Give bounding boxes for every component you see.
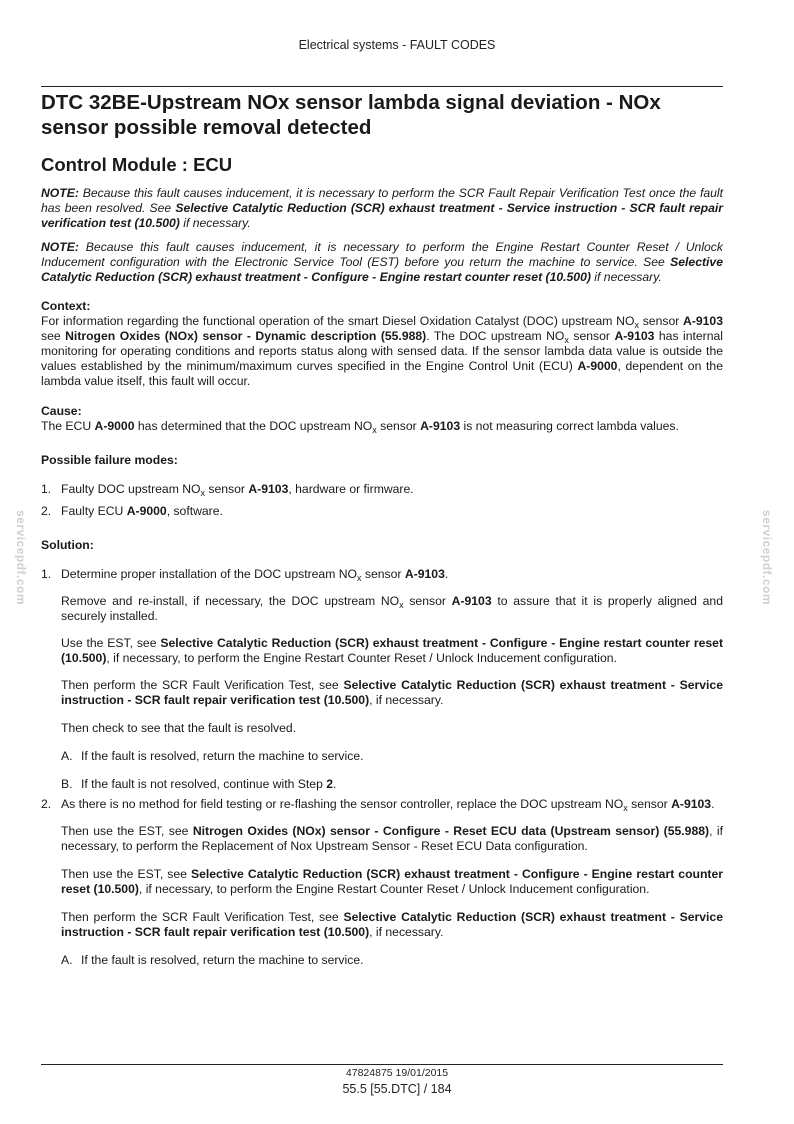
step-1-option-a: A. If the fault is resolved, return the machine to service. [61, 749, 364, 763]
reference-link[interactable]: Selective Catalytic Reduction (SCR) exhaust treatment - Configure - Engine restart counter reset (10.500) [61, 867, 723, 896]
step-1-option-b: B. If the fault is not resolved, continue with Step 2. [61, 777, 337, 791]
note-scr-verification: NOTE: Because this fault causes inducement, it is necessary to perform the SCR Fault Repair Verification Test once the fault has been resolved. See Selective Catalytic Reduction (SCR) exhaust treatment - Service instruction - SCR fault repair verification test (10.500) if necessary. [41, 186, 723, 230]
solution-label: Solution: [41, 538, 94, 552]
footer-page-number: 55.5 [55.DTC] / 184 [342, 1082, 452, 1096]
header-rule [41, 86, 723, 87]
context-text: For information regarding the functional operation of the smart Diesel Oxidation Catalyst (DOC) upstream $NO_x$ sensor A-9103 see Nitrogen Oxides (NOx) sensor - Dynamic description (55.988). The DOC upstream $NO_x$ sensor A-9103 has internal monitoring for operating conditions and reports status along with sensed data. If the sensor lambda data value is outside the values established by the minimum/maximum curves specified in the Engine Control Unit (ECU) A-9000, dependent on the lambda value itself, this fault will occur. [41, 314, 723, 388]
watermark-right: servicepdf.com [760, 510, 774, 606]
step-1-est-reset: Use the EST, see Selective Catalytic Reduction (SCR) exhaust treatment - Configure - Engine restart counter reset (10.500), if necessary, to perform the Engine Restart Counter Reset / Unlock Inducement configuration. [61, 636, 724, 665]
step-1-verification-test: Then perform the SCR Fault Verification Test, see Selective Catalytic Reduction (SCR) exhaust treatment - Service instruction - SCR fault repair verification test (10.500), if necessary. [61, 678, 723, 707]
step-2-est-reset: Then use the EST, see Selective Catalytic Reduction (SCR) exhaust treatment - Configure - Engine restart counter reset (10.500), if necessary, to perform the Engine Restart Counter Reset / Unlock Inducement configuration. [61, 867, 723, 896]
footer-doc-id: 47824875 19/01/2015 [345, 1067, 449, 1079]
step-1-check-resolved: Then check to see that the fault is resolved. [61, 721, 297, 735]
solution-step-2: 2. As there is no method for field testing or re-flashing the sensor controller, replace the DOC upstream $NO_x$ sensor A-9103. [41, 797, 715, 813]
reference-link[interactable]: Nitrogen Oxides (NOx) sensor - Configure - Reset ECU data (Upstream sensor) (55.988) [192, 824, 710, 838]
failure-modes-label: Possible failure modes: [41, 453, 178, 467]
page-title: DTC 32BE-Upstream NOx sensor lambda signal deviation - NOx sensor possible removal detected [41, 91, 661, 139]
step-2-verification-test: Then perform the SCR Fault Verification Test, see Selective Catalytic Reduction (SCR) exhaust treatment - Service instruction - SCR fault repair verification test (10.500), if necessary. [61, 910, 723, 939]
note-reference-link[interactable]: Selective Catalytic Reduction (SCR) exhaust treatment - Configure - Engine restart counter reset (10.500) [41, 255, 723, 284]
context-reference-link[interactable]: Nitrogen Oxides (NOx) sensor - Dynamic description (55.988) [65, 329, 427, 343]
document-body [41, 90, 723, 968]
note-restart-counter: NOTE: Because this fault causes inducement, it is necessary to perform the Engine Restart Counter Reset / Unlock Inducement configuration with the Electronic Service Tool (EST) before you return the machine to service. See Selective Catalytic Reduction (SCR) exhaust treatment - Configure - Engine restart counter reset (10.500) if necessary. [41, 240, 723, 284]
control-module-heading: Control Module : ECU [41, 154, 233, 175]
step-1-reinstall: Remove and re-install, if necessary, the DOC upstream $NO_x$ sensor A-9103 to assure that it is properly aligned and securely installed. [61, 594, 723, 623]
reference-link[interactable]: Selective Catalytic Reduction (SCR) exhaust treatment - Service instruction - SCR fault repair verification test (10.500) [61, 910, 723, 939]
footer-rule [41, 1064, 723, 1065]
step-2-option-a: A. If the fault is resolved, return the machine to service. [61, 953, 364, 967]
list-item: 1. Faulty DOC upstream $NO_x$ sensor A-9103, hardware or firmware. [41, 482, 414, 498]
reference-link[interactable]: Selective Catalytic Reduction (SCR) exhaust treatment - Service instruction - SCR fault repair verification test (10.500) [61, 678, 723, 707]
watermark-left: servicepdf.com [14, 510, 28, 606]
cause-label: Cause: [41, 404, 82, 418]
solution-step-1: 1. Determine proper installation of the DOC upstream $NO_x$ sensor A-9103. [41, 567, 449, 583]
context-label: Context: [41, 299, 91, 313]
step-2-reset-ecu-data: Then use the EST, see Nitrogen Oxides (NOx) sensor - Configure - Reset ECU data (Upstream sensor) (55.988), if necessary, to perform the Replacement of Nox Upstream Sensor - Reset ECU Data configuration. [61, 824, 723, 853]
note-reference-link[interactable]: Selective Catalytic Reduction (SCR) exhaust treatment - Service instruction - SCR fault repair verification test (10.500) [41, 201, 723, 230]
page-header: Electrical systems - FAULT CODES [298, 38, 496, 52]
cause-text: The ECU A-9000 has determined that the DOC upstream $NO_x$ sensor A-9103 is not measuring correct lambda values. [41, 419, 679, 435]
list-item: 2. Faulty ECU A-9000, software. [41, 504, 223, 518]
reference-link[interactable]: Selective Catalytic Reduction (SCR) exhaust treatment - Configure - Engine restart counter reset (10.500) [61, 636, 724, 665]
